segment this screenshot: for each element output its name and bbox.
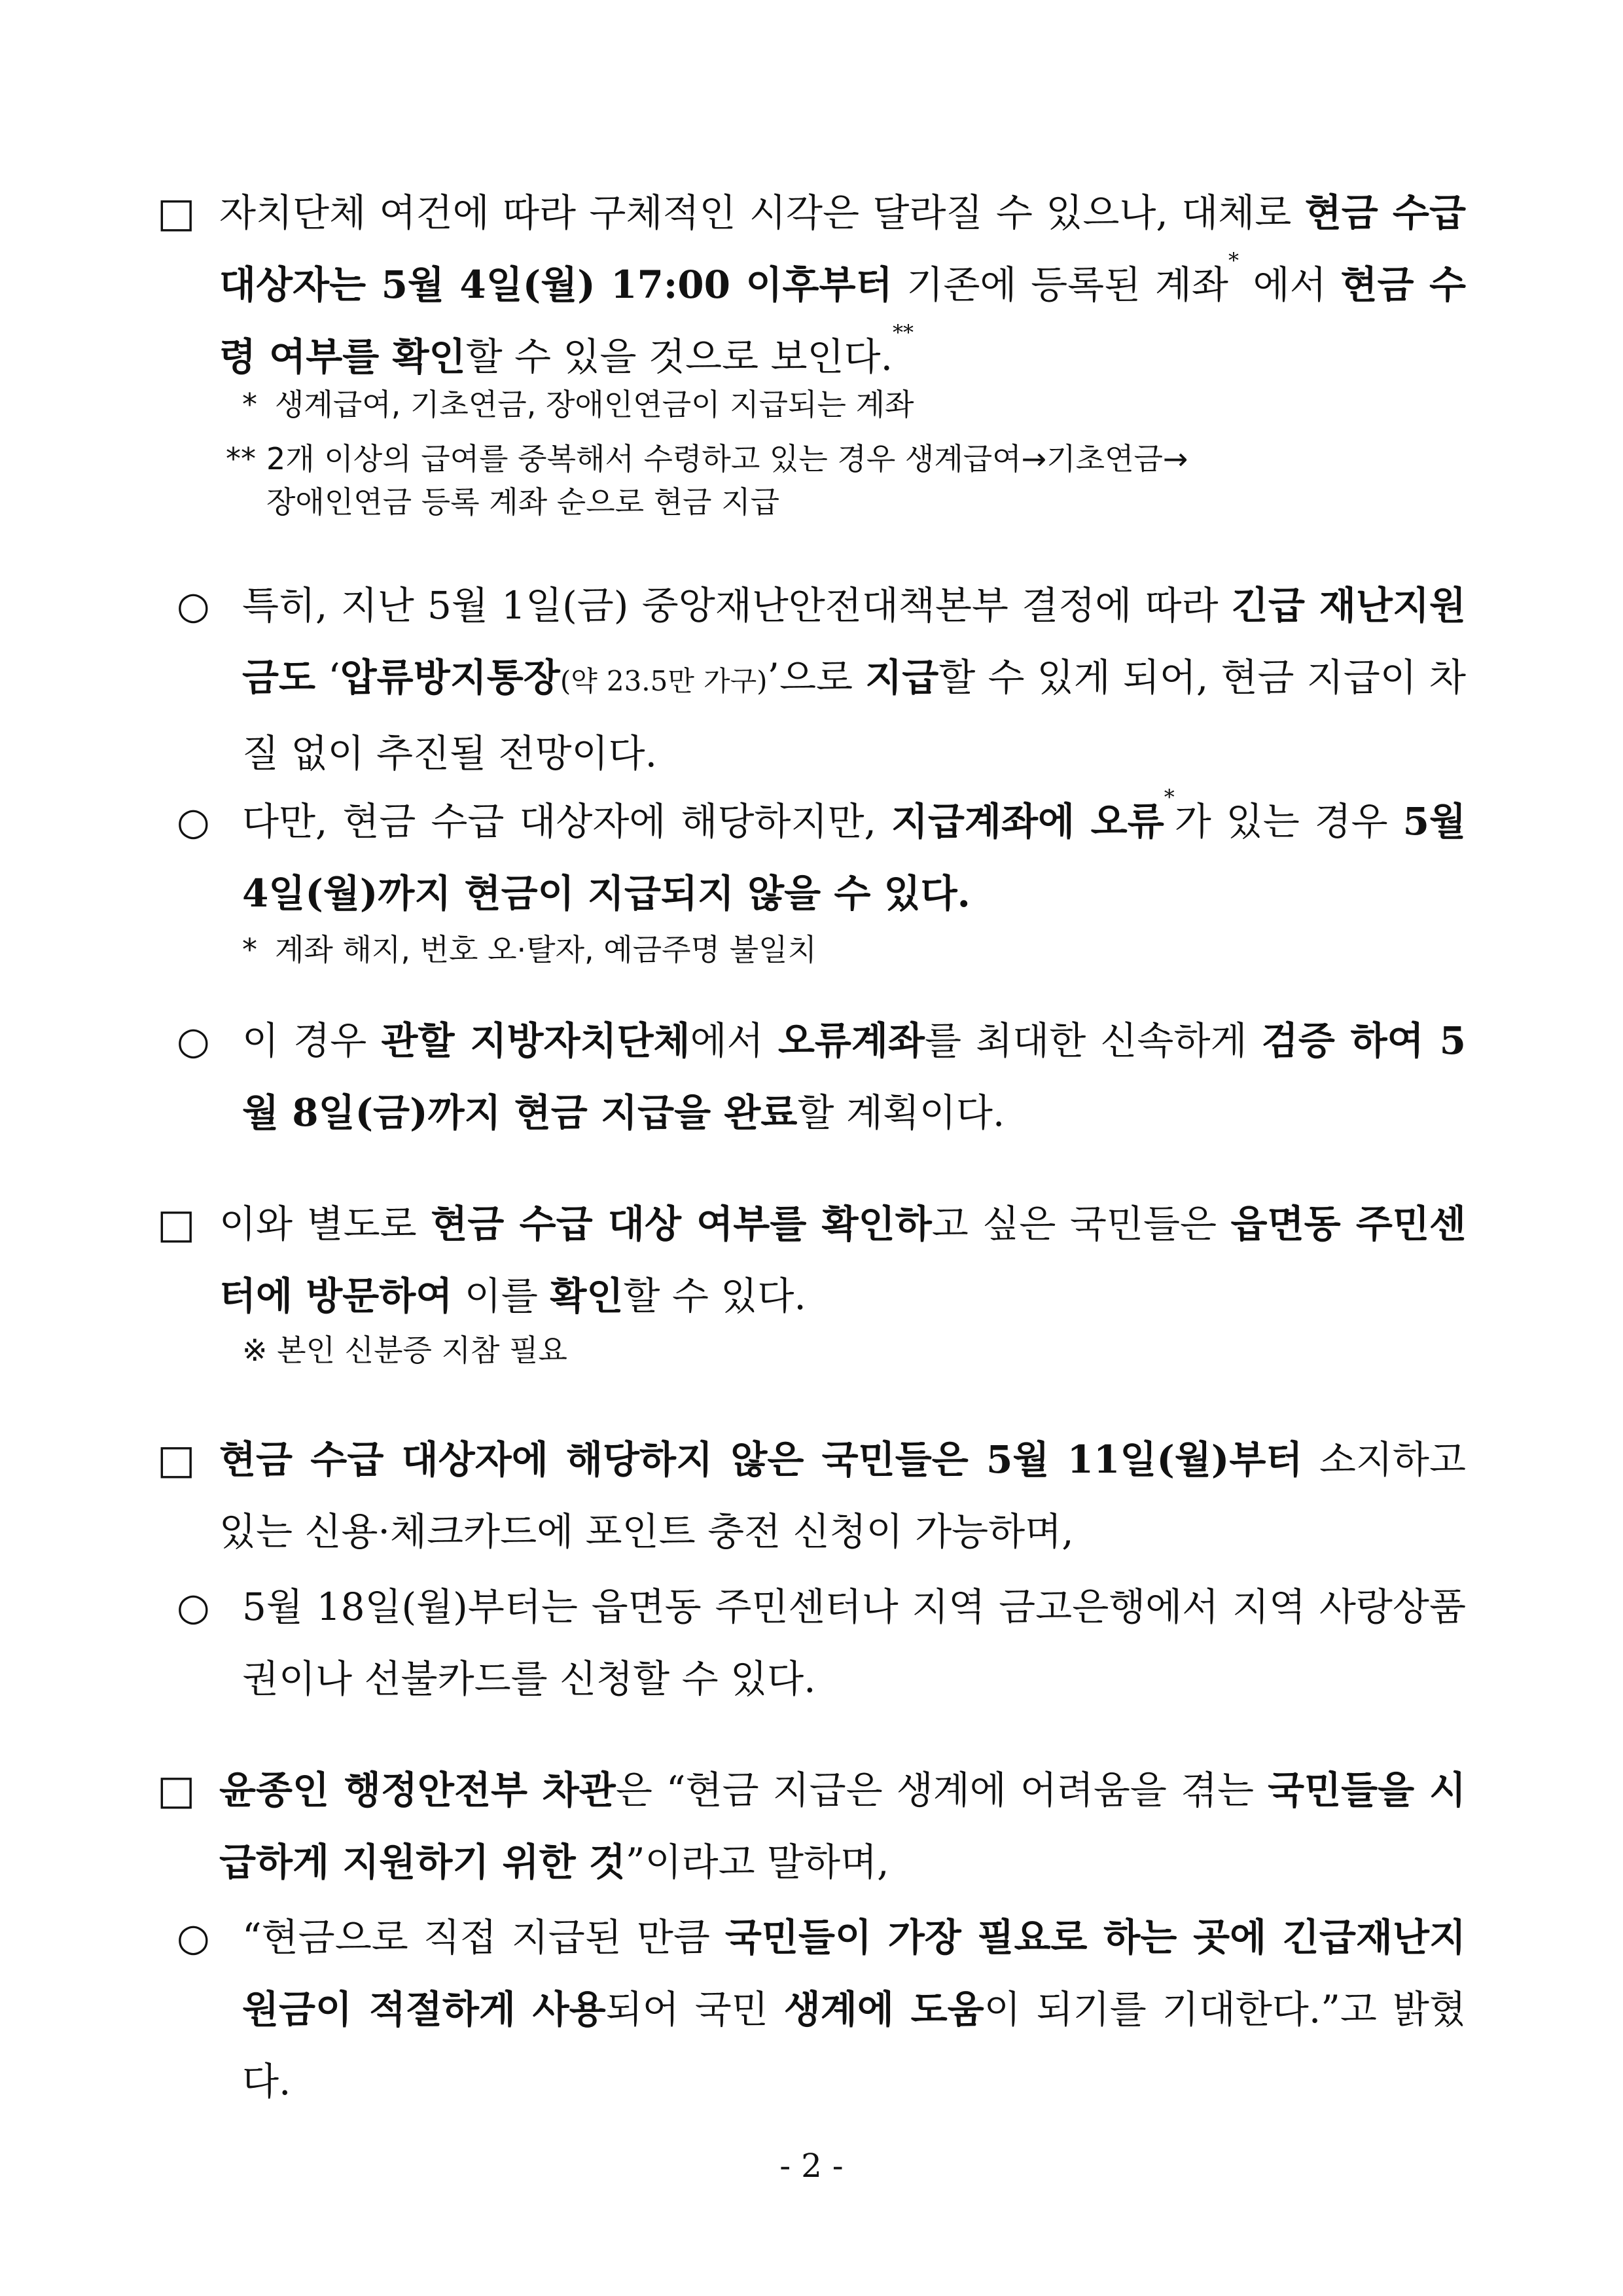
paragraph: 현금 수급 대상자에 해당하지 않은 국민들은 5월 11일(월)부터 소지하고 있는 신용·체크카드에 포인트 충전 신청이 가능하며, bbox=[219, 1437, 1466, 1554]
square-bullet-icon: □ bbox=[157, 1200, 196, 1247]
square-bullet-icon: □ bbox=[157, 188, 196, 236]
section-card-points bbox=[157, 1424, 1466, 1568]
page-number: - 2 - bbox=[779, 2147, 844, 2185]
square-bullet-icon: □ bbox=[157, 1766, 196, 1814]
circle-bullet-icon: ○ bbox=[177, 1915, 210, 1960]
paragraph: 이 경우 관할 지방자치단체에서 오류계좌를 최대한 신속하게 검증 하여 5월 8일(금)까지 현금 지급을 완료할 계획이다. bbox=[242, 1018, 1466, 1135]
paragraph: 윤종인 행정안전부 차관은 “현금 지급은 생계에 어려움을 겪는 국민들을 시급하게 지원하기 위한 것”이라고 말하며, bbox=[219, 1768, 1466, 1884]
footnote: * 계좌 해지, 번호 오·탈자, 예금주명 불일치 bbox=[242, 932, 817, 967]
paragraph: 자치단체 여건에 따라 구체적인 시각은 달라질 수 있으나, 대체로 현금 수급 대상자는 5월 4일(월) 17:00 이후부터 기존에 등록된 계좌* 에서 현금 수령 여부를 확인할 수 있을 것으로 보인다.** bbox=[219, 190, 1467, 379]
section-seizure-account bbox=[157, 569, 1466, 789]
section-quote bbox=[157, 1901, 1466, 2117]
section-gift-certificate bbox=[157, 1571, 1466, 1715]
square-bullet-icon: □ bbox=[157, 1435, 196, 1483]
circle-bullet-icon: ○ bbox=[177, 583, 210, 628]
section-account-error bbox=[157, 785, 1466, 929]
section-vice-minister bbox=[157, 1754, 1466, 1898]
footnote: ** 2개 이상의 급여를 중복해서 수령하고 있는 경우 생계급여→기초연금→ 장애인연금 등록 계좌 순으로 현금 지급 bbox=[226, 441, 1188, 520]
paragraph: 다만, 현금 수급 대상자에 해당하지만, 지급계좌에 오류*가 있는 경우 5월 4일(월)까지 현금이 지급되지 않을 수 있다. bbox=[242, 785, 1467, 916]
footnote: ※ 본인 신분증 지참 필요 bbox=[242, 1333, 567, 1368]
paragraph: 이와 별도로 현금 수급 대상 여부를 확인하고 싶은 국민들은 읍면동 주민센터에 방문하여 이를 확인할 수 있다. bbox=[219, 1202, 1467, 1318]
paragraph: 특히, 지난 5월 1일(금) 중앙재난안전대책본부 결정에 따라 긴급 재난지원금도 ‘압류방지통장(약 23.5만 가구)’으로 지급할 수 있게 되어, 현금 지급이 차질 없이 추진될 전망이다. bbox=[242, 583, 1466, 776]
circle-bullet-icon: ○ bbox=[177, 1585, 210, 1629]
circle-bullet-icon: ○ bbox=[177, 799, 210, 844]
paragraph: “현금으로 직접 지급된 만큼 국민들이 가장 필요로 하는 곳에 긴급재난지원금이 적절하게 사용되어 국민 생계에 도움이 되기를 기대한다.”고 밝혔다. bbox=[242, 1915, 1467, 2104]
footnote: * 생계급여, 기초연금, 장애인연금이 지급되는 계좌 bbox=[242, 387, 914, 422]
circle-bullet-icon: ○ bbox=[177, 1018, 210, 1063]
section-cash-check bbox=[157, 177, 1466, 393]
section-community-center bbox=[157, 1188, 1466, 1332]
paragraph: 5월 18일(월)부터는 읍면동 주민센터나 지역 금고은행에서 지역 사랑상품권이나 선불카드를 신청할 수 있다. bbox=[242, 1585, 1466, 1701]
section-error-verification bbox=[157, 1005, 1466, 1149]
